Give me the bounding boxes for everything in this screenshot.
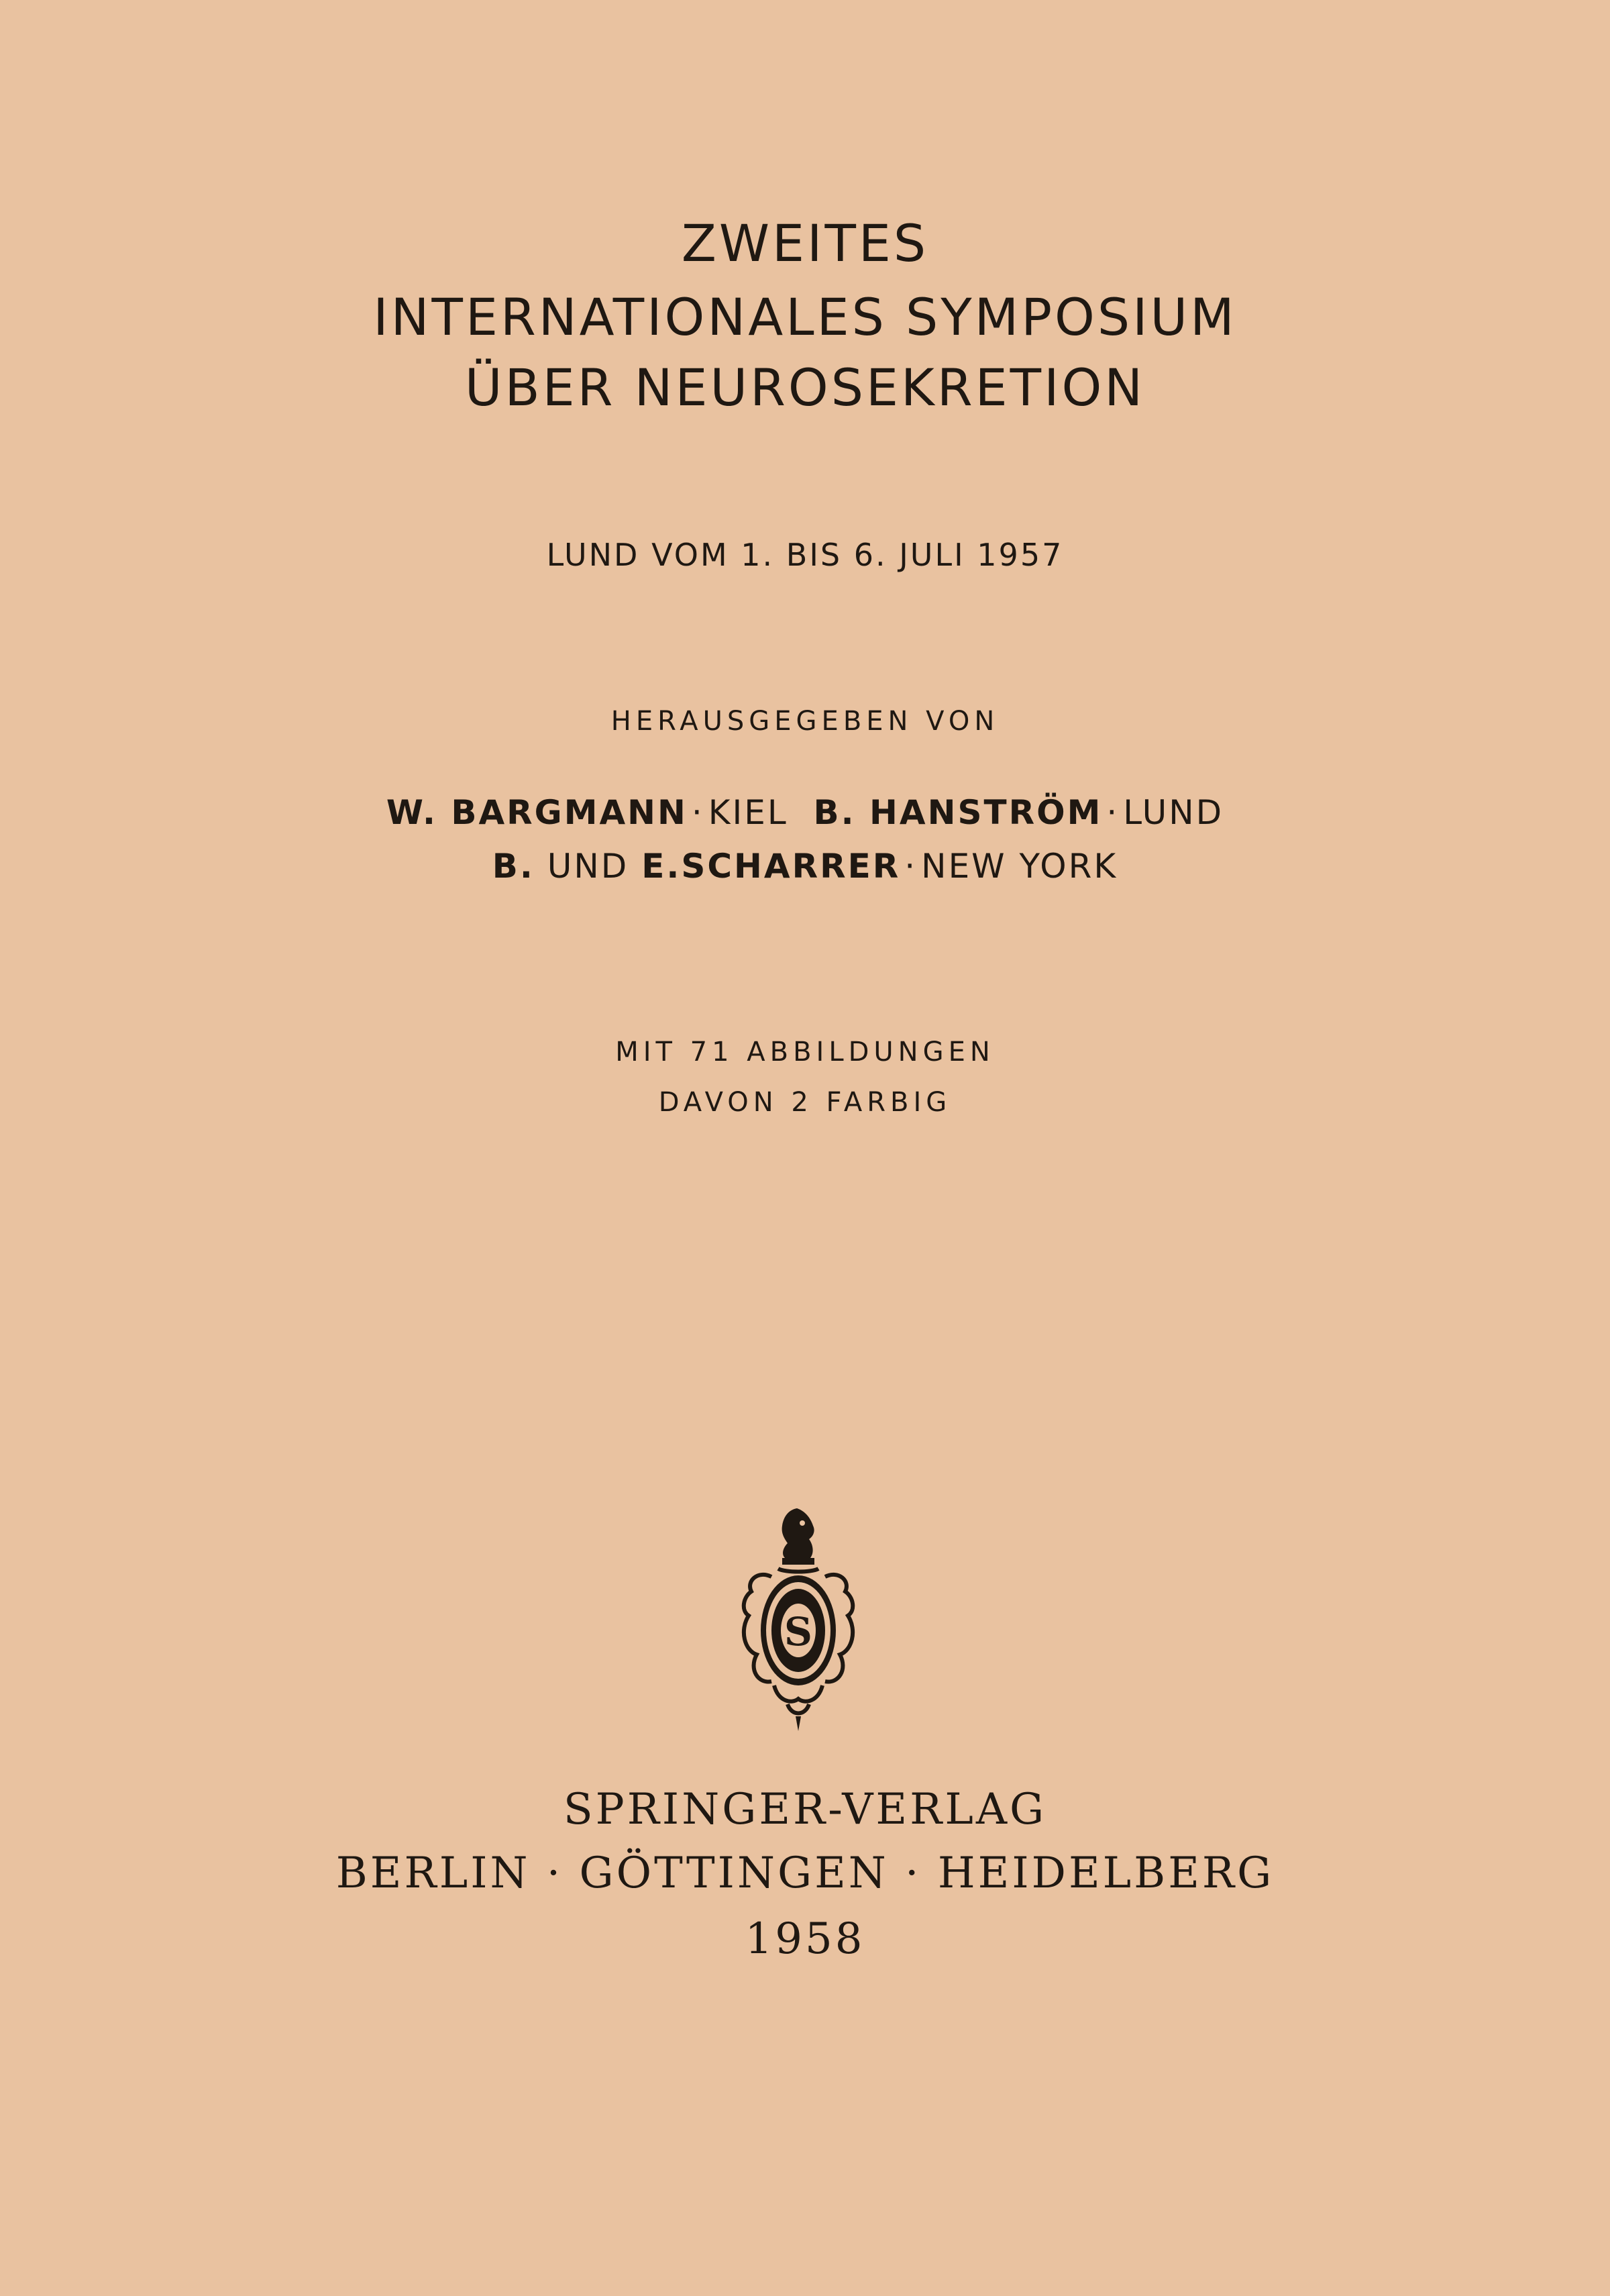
editor-place-lund: LUND [1123,793,1224,832]
editor-name-scharrer: E.SCHARRER [641,847,901,886]
editors-line-2 [0,847,1610,886]
publication-year: 1958 [745,1914,865,1964]
title-line-2: INTERNATIONALES SYMPOSIUM [373,287,1237,347]
editor-name-bargmann: W. BARGMANN [386,793,688,832]
editor-place-new-york: NEW YORK [921,847,1118,886]
springer-horse-emblem-icon [731,1503,865,1744]
conference-dates: LUND VOM 1. BIS 6. JULI 1957 [546,537,1064,573]
editor-initial-b: B. [492,847,535,886]
separator-dot: · [1106,793,1120,832]
horse-head-shape [782,1508,814,1558]
svg-text:S: S [784,1609,812,1655]
separator-dot: · [691,793,704,832]
editor-conjunction: UND [547,847,629,886]
editor-name-hanstrom: B. HANSTRÖM [813,793,1103,832]
illustrations-color: DAVON 2 FARBIG [658,1087,952,1118]
separator-dot: · [904,847,918,886]
edited-by-label: HERAUSGEGEBEN VON [610,706,1000,737]
editor-place-kiel: KIEL [708,793,788,832]
publisher-name: SPRINGER-VERLAG [563,1785,1047,1834]
publisher-cities: BERLIN · GÖTTINGEN · HEIDELBERG [335,1848,1275,1898]
editors-line-1 [0,793,1610,832]
title-line-1: ZWEITES [681,213,929,273]
illustrations-count: MIT 71 ABBILDUNGEN [615,1037,995,1067]
title-line-3: ÜBER NEUROSEKRETION [464,358,1146,417]
